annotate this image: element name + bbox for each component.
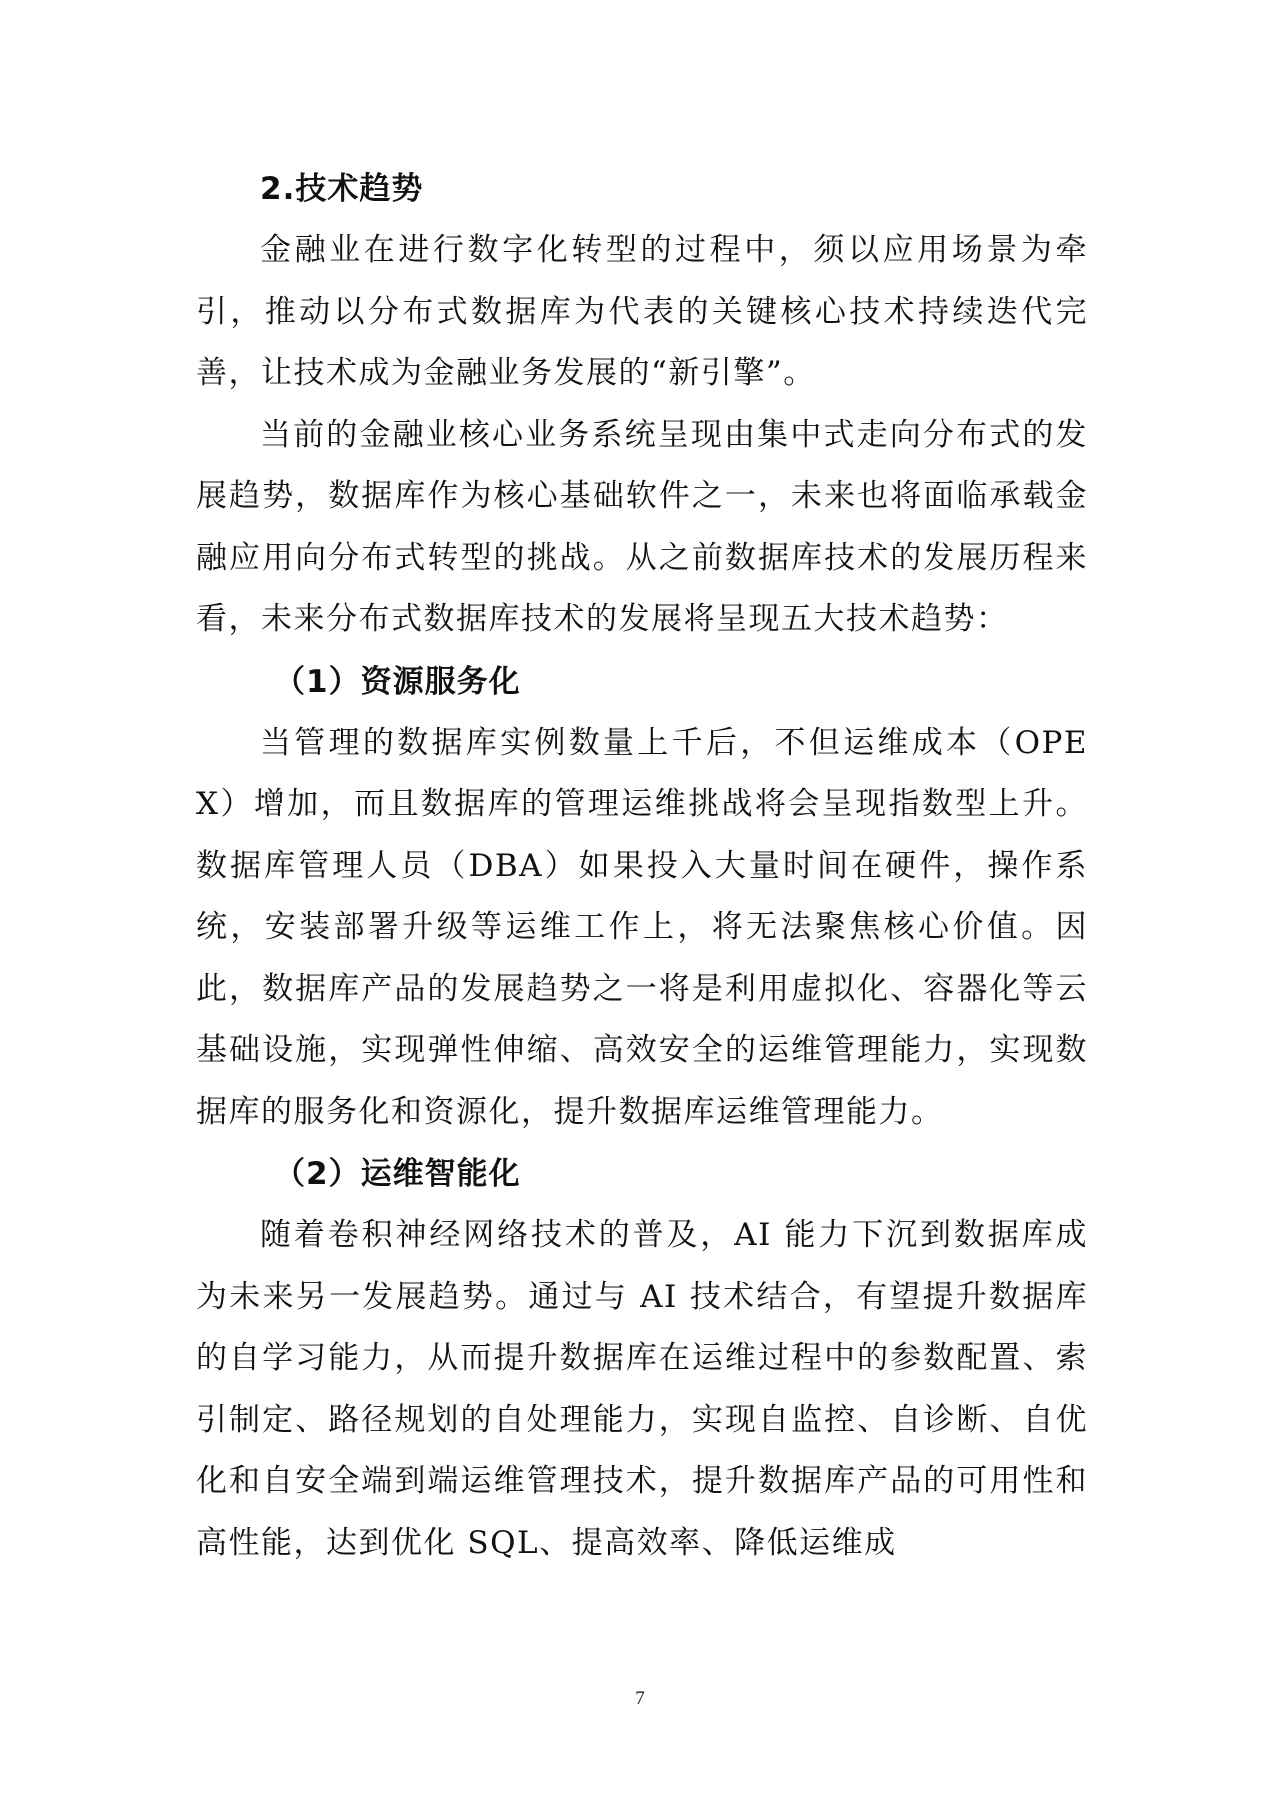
page-number: 7 (635, 1688, 645, 1709)
subsection-title-ops-intelligence: （2）运维智能化 (274, 1156, 521, 1192)
intro-paragraph-2: 当前的金融业核心业务系统呈现由集中式走向分布式的发展趋势，数据库作为核心基础软件之一，未来也将面临承载金融应用向分布式转型的挑战。从之前数据库技术的发展历程来看，未来分布式数据库技术的发展将呈现五大技术趋势： (196, 416, 1088, 637)
subsection-paragraph-ops-intelligence: 随着卷积神经网络技术的普及，AI 能力下沉到数据库成为未来另一发展趋势。通过与 AI 技术结合，有望提升数据库的自学习能力，从而提升数据库在运维过程中的参数配置、索引制定、路径规划的自处理能力，实现自监控、自诊断、自优化和自安全端到端运维管理技术，提升数据库产品的可用性和高性能，达到优化 SQL、提高效率、降低运维成 (196, 1217, 1088, 1561)
subsection-paragraph-resource-service: 当管理的数据库实例数量上千后，不但运维成本（OPEX）增加，而且数据库的管理运维挑战将会呈现指数型上升。数据库管理人员（DBA）如果投入大量时间在硬件，操作系统，安装部署升级等运维工作上，将无法聚焦核心价值。因此，数据库产品的发展趋势之一将是利用虚拟化、容器化等云基础设施，实现弹性伸缩、高效安全的运维管理能力，实现数据库的服务化和资源化，提升数据库运维管理能力。 (196, 724, 1088, 1130)
document-body (196, 158, 1088, 1574)
subsection-title-resource-service: （1）资源服务化 (274, 663, 521, 700)
intro-paragraph-1: 金融业在进行数字化转型的过程中，须以应用场景为牵引，推动以分布式数据库为代表的关键核心技术持续迭代完善，让技术成为金融业务发展的“新引擎”。 (196, 232, 1088, 391)
section-title: 2.技术趋势 (260, 171, 424, 207)
